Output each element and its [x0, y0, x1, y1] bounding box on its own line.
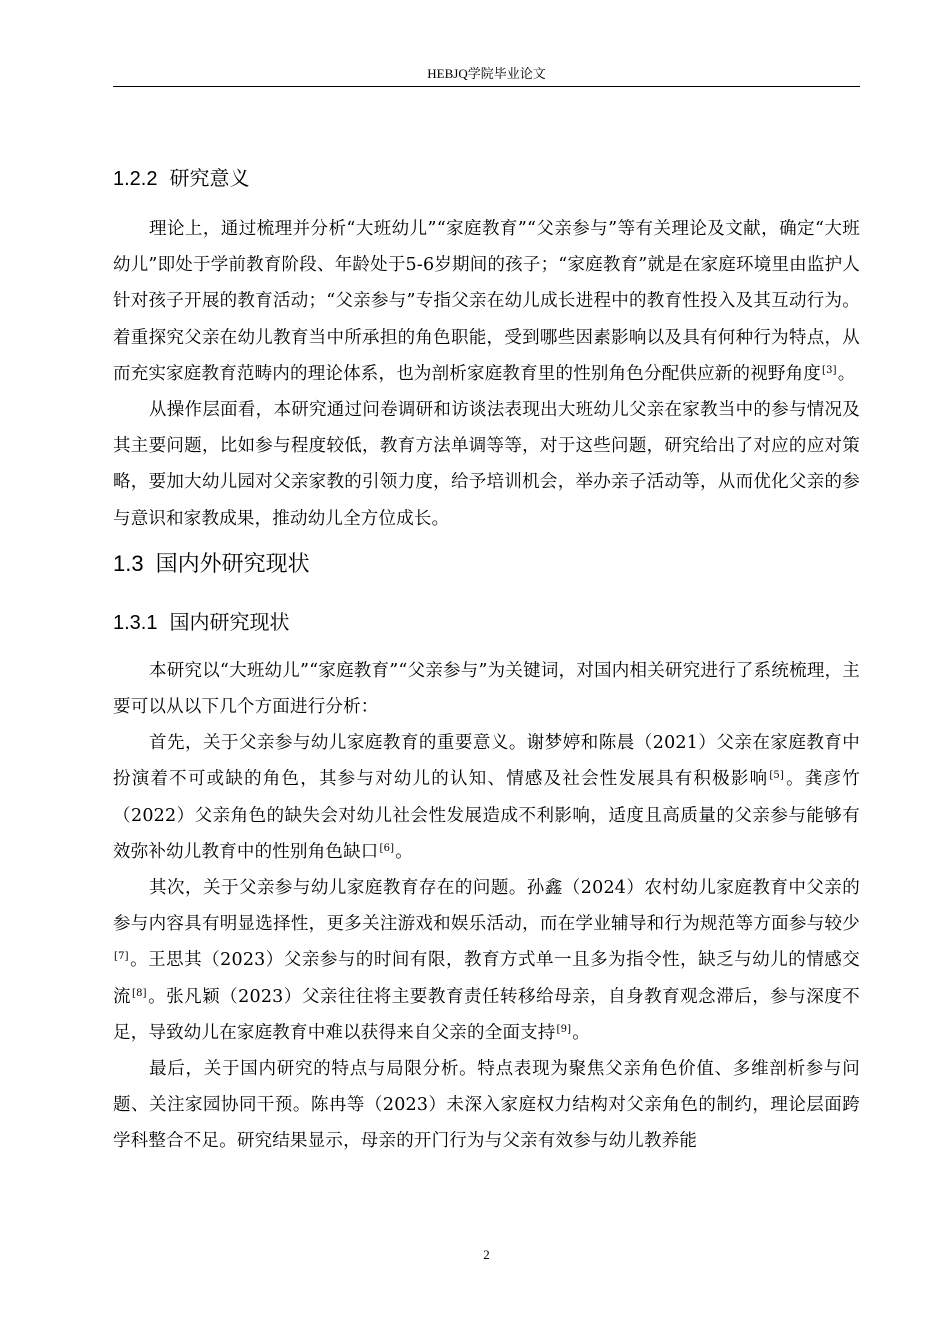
- heading-number: 1.2.2: [113, 168, 158, 190]
- paragraph-text: 。: [837, 363, 856, 384]
- main-content: [113, 150, 860, 1160]
- paragraph-first: [113, 725, 860, 870]
- citation: [3]: [822, 364, 837, 376]
- paragraph-practice: 从操作层面看，本研究通过问卷调研和访谈法表现出大班幼儿父亲在家教当中的参与情况及其主要问题，比如参与程度较低，教育方法单调等等，对于这些问题，研究给出了对应的应对策略，要加大幼儿园对父亲家教的引领力度，给予培训机会，举办亲子活动等，从而优化父亲的参与意识和家教成果，推动幼儿全方位成长。: [113, 400, 860, 529]
- citation: [7]: [114, 951, 129, 963]
- paragraph-text: 首先，关于父亲参与幼儿家庭教育的重要意义。谢梦婷和陈晨（2021）父亲在家庭教育中扮演着不可或缺的角色，其参与对幼儿的认知、情感及社会性发展具有积极影响: [113, 733, 860, 790]
- heading-title: 国内外研究现状: [155, 551, 310, 577]
- citation: [8]: [132, 987, 147, 999]
- heading-1-2-2: [113, 164, 860, 193]
- citation: [9]: [556, 1023, 572, 1035]
- paragraph-text: 。: [572, 1022, 590, 1043]
- heading-title: 国内研究现状: [169, 609, 290, 634]
- paragraph-text: 。: [395, 841, 413, 862]
- paragraph-text: 。王思其（2023）父亲参与的时间有限，教育方式单一且多为指令性，缺乏与幼儿的情感交流: [113, 950, 860, 1007]
- paragraph-keywords: 本研究以“大班幼儿”“家庭教育”“父亲参与”为关键词，对国内相关研究进行了系统梳理，主要可以从以下几个方面进行分析：: [113, 660, 860, 718]
- heading-number: 1.3: [113, 550, 144, 576]
- heading-1-3-1: [113, 608, 860, 637]
- running-header: HEBJQ学院毕业论文: [427, 66, 546, 81]
- paragraph-theory: [113, 211, 860, 392]
- paragraph-text: 其次，关于父亲参与幼儿家庭教育存在的问题。孙鑫（2024）农村幼儿家庭教育中父亲的参与内容具有明显选择性，更多关注游戏和娱乐活动，而在学业辅导和行为规范等方面参与较少: [113, 878, 860, 935]
- paragraph-text: 理论上，通过梳理并分析“大班幼儿”“家庭教育”“父亲参与”等有关理论及文献，确定“大班幼儿”即处于学前教育阶段、年龄处于5-6岁期间的孩子；“家庭教育”就是在家庭环境里由监护人针对孩子开展的教育活动；“父亲参与”专指父亲在幼儿成长进程中的教育性投入及其互动行为。着重探究父亲在幼儿教育当中所承担的角色职能，受到哪些因素影响以及具有何种行为特点，从而充实家庭教育范畴内的理论体系，也为剖析家庭教育里的性别角色分配供应新的视野角度: [113, 219, 860, 384]
- header-rule: [113, 86, 860, 87]
- paragraph-second: [113, 870, 860, 1051]
- citation: [5]: [769, 770, 785, 782]
- paragraph-last: 最后，关于国内研究的特点与局限分析。特点表现为聚焦父亲角色价值、多维剖析参与问题、关注家园协同干预。陈冉等（2023）未深入家庭权力结构对父亲角色的制约，理论层面跨学科整合不足。研究结果显示，母亲的开门行为与父亲有效参与幼儿教养能: [113, 1059, 860, 1152]
- heading-title: 研究意义: [169, 166, 250, 190]
- paragraph-text: 。龚彦竹（2022）父亲角色的缺失会对幼儿社会性发展造成不利影响，适度且高质量的父亲参与能够有效弥补幼儿教育中的性别角色缺口: [113, 769, 860, 862]
- heading-number: 1.3.1: [113, 611, 158, 634]
- citation: [6]: [379, 842, 395, 854]
- heading-1-3: [113, 549, 860, 580]
- paragraph-text: 。张凡颖（2023）父亲往往将主要教育责任转移给母亲，自身教育观念滞后，参与深度不足，导致幼儿在家庭教育中难以获得来自父亲的全面支持: [113, 986, 860, 1043]
- page-number: 2: [483, 1247, 490, 1262]
